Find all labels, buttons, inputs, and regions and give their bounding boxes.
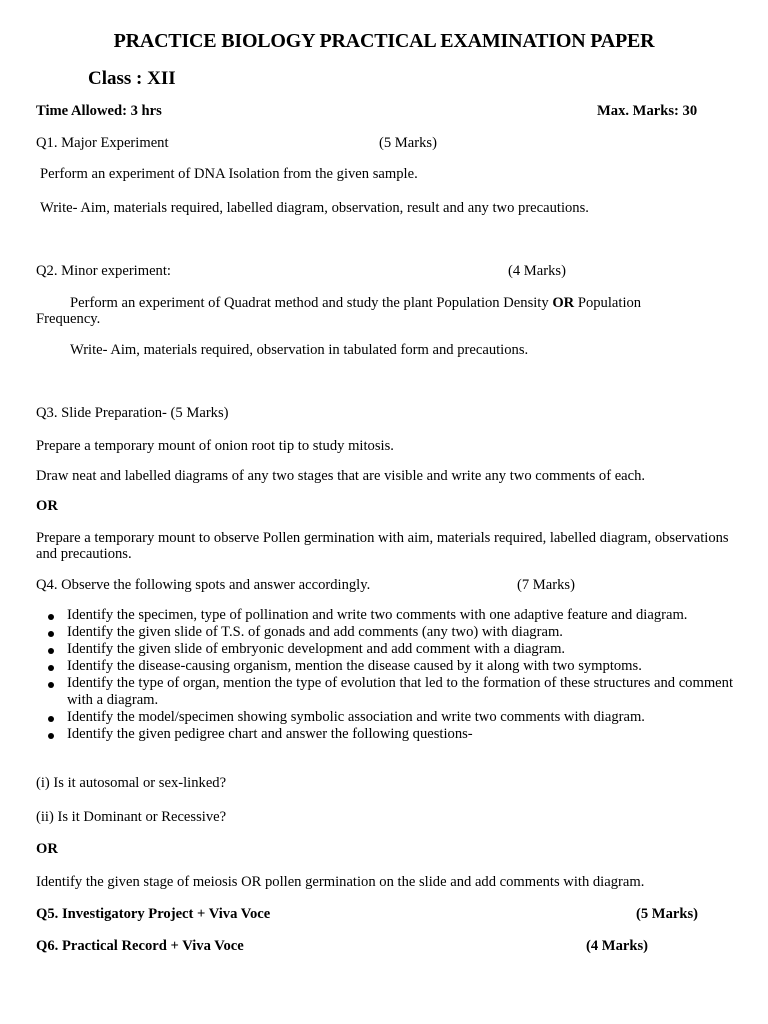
- list-item: Identify the type of organ, mention the type of evolution that led to the formation of these structures and comment with a diagram.: [36, 675, 736, 709]
- q6-heading: Q6. Practical Record + Viva Voce: [36, 938, 244, 954]
- q4-marks: (7 Marks): [517, 577, 575, 593]
- q2-instruction-wrap: Frequency.: [36, 311, 101, 327]
- q2-marks: (4 Marks): [508, 263, 566, 279]
- q5-heading: Q5. Investigatory Project + Viva Voce: [36, 906, 271, 922]
- list-item: Identify the model/specimen showing symbolic association and write two comments with diagram.: [36, 709, 736, 726]
- q1-write: Write- Aim, materials required, labelled diagram, observation, result and any two precautions.: [40, 200, 589, 216]
- q1-instruction: Perform an experiment of DNA Isolation from the given sample.: [40, 166, 418, 182]
- max-marks: Max. Marks: 30: [597, 103, 698, 119]
- q6-marks: (4 Marks): [586, 938, 649, 954]
- page-title: PRACTICE BIOLOGY PRACTICAL EXAMINATION PAPER: [113, 30, 655, 52]
- q4-alternative: Identify the given stage of meiosis OR pollen germination on the slide and add comments with diagram.: [36, 874, 645, 890]
- q5-marks: (5 Marks): [636, 906, 699, 922]
- q1-marks: (5 Marks): [379, 135, 437, 151]
- q2-write: Write- Aim, materials required, observation in tabulated form and precautions.: [70, 342, 529, 358]
- list-item: Identify the given pedigree chart and answer the following questions-: [36, 726, 736, 743]
- list-item: Identify the given slide of T.S. of gonads and add comments (any two) with diagram.: [36, 624, 736, 641]
- class-label: Class : XII: [88, 68, 176, 89]
- q3-draw: Draw neat and labelled diagrams of any two stages that are visible and write any two comments of each.: [36, 468, 646, 484]
- q4-spot-list: [36, 607, 736, 743]
- q2-instruction-text: Perform an experiment of Quadrat method and study the plant Population Density: [70, 295, 553, 311]
- q2-instruction: [70, 295, 641, 312]
- q2-or: OR: [552, 295, 575, 311]
- q1-heading: Q1. Major Experiment: [36, 135, 169, 151]
- list-item: Identify the specimen, type of pollination and write two comments with one adaptive feature and diagram.: [36, 607, 736, 624]
- q4-or: OR: [36, 841, 58, 857]
- q4-sub-ii: (ii) Is it Dominant or Recessive?: [36, 809, 227, 825]
- list-item: Identify the given slide of embryonic development and add comment with a diagram.: [36, 641, 736, 658]
- q4-heading: Q4. Observe the following spots and answer accordingly.: [36, 577, 371, 593]
- q4-sub-i: (i) Is it autosomal or sex-linked?: [36, 775, 227, 791]
- list-item: Identify the disease-causing organism, mention the disease caused by it along with two symptoms.: [36, 658, 736, 675]
- q3-or: OR: [36, 498, 58, 514]
- q2-heading: Q2. Minor experiment:: [36, 263, 171, 279]
- time-allowed: Time Allowed: 3 hrs: [36, 103, 162, 119]
- q3-heading: Q3. Slide Preparation- (5 Marks): [36, 405, 229, 421]
- q3-alternative: Prepare a temporary mount to observe Pollen germination with aim, materials required, labelled diagram, observations and precautions.: [36, 530, 729, 562]
- q2-instruction-end: Population: [574, 295, 642, 311]
- q3-instruction: Prepare a temporary mount of onion root tip to study mitosis.: [36, 438, 394, 454]
